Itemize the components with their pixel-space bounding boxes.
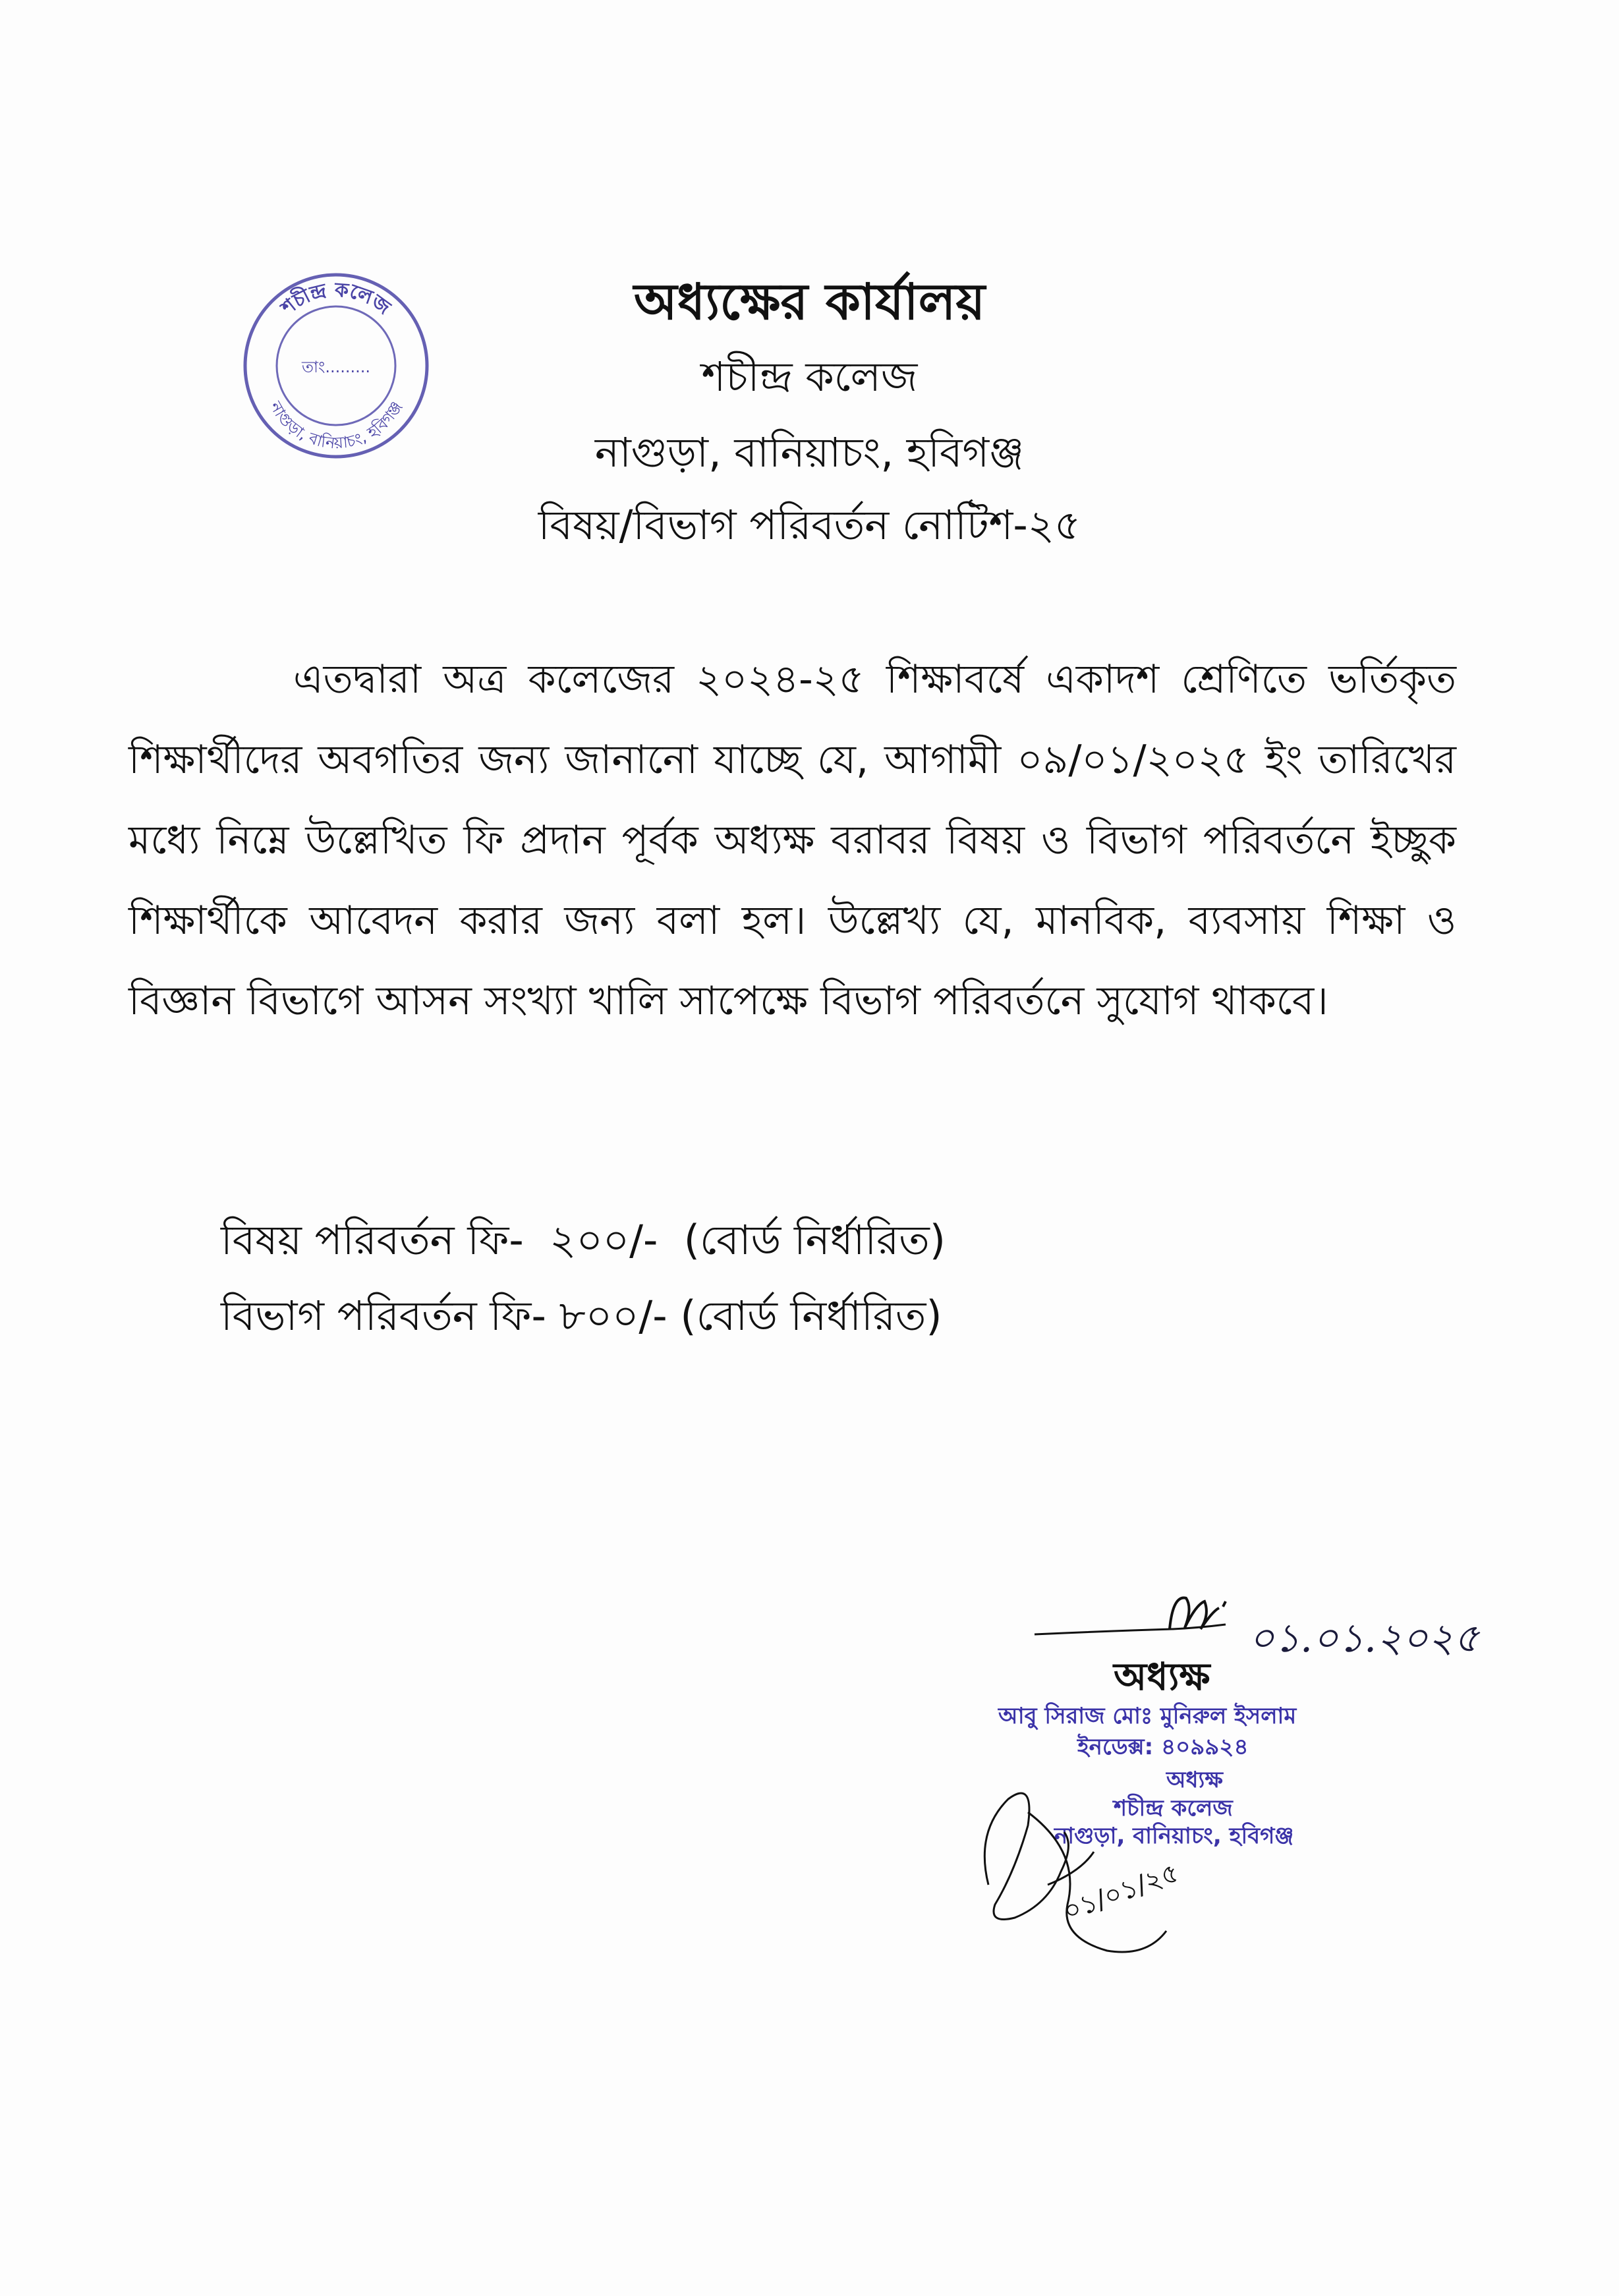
- stamp-index: ইনডেক্স: ৪০৯৯২৪: [1077, 1734, 1249, 1760]
- notice-body: [128, 639, 1456, 1041]
- second-signature: [949, 1753, 1226, 1977]
- college-name: শচীন্দ্র কলেজ: [701, 353, 918, 401]
- seal-text-middle: তাং.........: [302, 358, 370, 376]
- stamp-name: আবু সিরাজ মোঃ মুনিরুল ইসলাম: [998, 1703, 1297, 1729]
- seal-text-top: শচীন্দ্র কলেজ: [277, 278, 395, 320]
- second-signature-date: ০১/০১/২৫: [1059, 1857, 1183, 1928]
- stamp-address: নাগুড়া, বানিয়াচং, হবিগঞ্জ: [1054, 1823, 1294, 1849]
- office-title: অধ্যক্ষের কার্যালয়: [633, 272, 986, 331]
- department-change-fee: বিভাগ পরিবর্তন ফি- ৮০০/- (বোর্ড নির্ধারিত): [221, 1292, 942, 1340]
- subject-change-fee: বিষয় পরিবর্তন ফি- ২০০/- (বোর্ড নির্ধারিত): [221, 1216, 946, 1264]
- notice-title: বিষয়/বিভাগ পরিবর্তন নোটিশ-২৫: [538, 501, 1081, 549]
- signature-date: ০১.০১.২০২৫: [1249, 1615, 1480, 1661]
- stamp-title: অধ্যক্ষ: [1166, 1767, 1223, 1793]
- principal-signature: [1028, 1568, 1265, 1661]
- stamp-college: শচীন্দ্র কলেজ: [1114, 1795, 1233, 1822]
- signatory-title: অধ্যক্ষ: [1114, 1654, 1210, 1699]
- seal-text-bottom: নাগুড়া, বানিয়াচং, হবিগঞ্জ: [266, 398, 406, 453]
- notice-paragraph: এতদ্বারা অত্র কলেজের ২০২৪-২৫ শিক্ষাবর্ষে একাদশ শ্রেণিতে ভর্তিকৃত শিক্ষার্থীদের অবগতির জন্য জানানো যাচ্ছে যে, আগামী ০৯/০১/২০২৫ ইং তারিখের মধ্যে নিম্নে উল্লেখিত ফি প্রদান পূর্বক অধ্যক্ষ বরাবর বিষয় ও বিভাগ পরিবর্তনে ইচ্ছুক শিক্ষার্থীকে আবেদন করার জন্য বলা হল। উল্লেখ্য যে, মানবিক, ব্যবসায় শিক্ষা ও বিজ্ঞান বিভাগে আসন সংখ্যা খালি সাপেক্ষে বিভাগ পরিবর্তনে সুযোগ থাকবে।: [128, 656, 1456, 1024]
- college-address: নাগুড়া, বানিয়াচং, হবিগঞ্জ: [594, 428, 1025, 476]
